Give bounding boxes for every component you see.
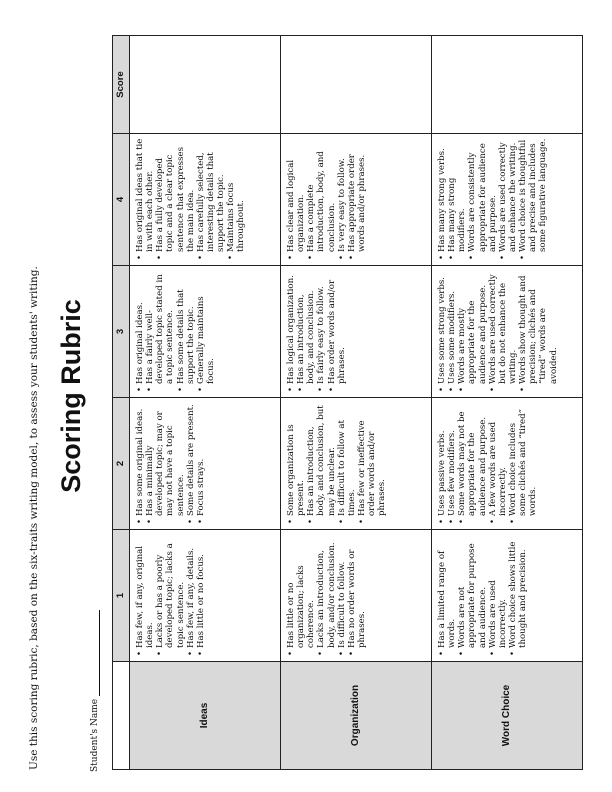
criteria-item: • Has logical organization. (286, 270, 296, 392)
criteria-item: • Words are not appropriate for purpose and audience. (457, 534, 487, 656)
criteria-cell (432, 266, 583, 398)
criteria-item: • Has no order words or phrases. (347, 534, 367, 656)
criteria-item: • Lacks an introduction, body, and/or conclusion. (316, 534, 336, 656)
criteria-cell (130, 530, 281, 662)
criteria-item: • Some organization is present. (286, 402, 306, 524)
criteria-item: • Words show thought and precision; clichés and “tired” words are avoided. (518, 270, 559, 392)
criteria-cell (281, 530, 432, 662)
criteria-item: • Has order words and/or phrases. (327, 270, 347, 392)
score-cell-word-choice[interactable] (432, 36, 583, 134)
criteria-item: • Has carefully selected, interesting details that support the topic. (196, 138, 226, 260)
rubric-table (112, 35, 583, 770)
criteria-item: • Word choice is thoughtful and precise and includes some figurative language. (518, 138, 548, 260)
criteria-item: • Has little or no focus. (196, 534, 206, 656)
instruction-text: Use this scoring rubric, based on the six-traits writing model, to assess your students' writing. (28, 266, 40, 770)
row-label-ideas: Ideas (130, 662, 281, 770)
column-header-2: 2 (113, 398, 130, 530)
page-title: Scoring Rubric (56, 299, 86, 493)
score-cell-ideas[interactable] (130, 36, 281, 134)
criteria-item: • Word choice includes some clichés and “tired” words. (508, 402, 538, 524)
criteria-item: • Has many strong verbs. (437, 138, 447, 260)
criteria-item: • Has original ideas that tie in with each other. (135, 138, 155, 260)
row-label-word-choice: Word Choice (432, 662, 583, 770)
criteria-item: • Has few or ineffective order words and/or phrases. (357, 402, 387, 524)
criteria-cell (432, 398, 583, 530)
criteria-cell (432, 530, 583, 662)
student-name-line (90, 610, 100, 772)
criteria-item: • Uses few modifiers. (447, 402, 457, 524)
column-header-1: 1 (113, 530, 130, 662)
criteria-item: • A few words are used incorrectly. (488, 402, 508, 524)
criteria-item: • Some details are present. (186, 402, 196, 524)
criteria-item: • Has a fairly well-developed topic stated in a topic sentence. (145, 270, 175, 392)
criteria-item: • Word choice shows little thought and precision. (508, 534, 528, 656)
criteria-cell (281, 134, 432, 266)
criteria-item: • Has a limited range of words. (437, 534, 457, 656)
criteria-item: • Words are used correctly but do not enhance the writing. (488, 270, 518, 392)
criteria-item: • Is fairly easy to follow. (316, 270, 326, 392)
criteria-item: • Uses passive verbs. (437, 402, 447, 524)
criteria-cell (281, 398, 432, 530)
column-header-3: 3 (113, 266, 130, 398)
header-row (113, 36, 130, 770)
criteria-item: • Is very easy to follow. (337, 138, 347, 260)
criteria-item: • Uses some modifiers. (447, 270, 457, 392)
criteria-cell (432, 134, 583, 266)
row-label-organization: Organization (281, 662, 432, 770)
criteria-item: • Is difficult to follow. (337, 534, 347, 656)
score-cell-organization[interactable] (281, 36, 432, 134)
criteria-item: • Maintains focus throughout. (226, 138, 246, 260)
student-name-field[interactable] (90, 610, 100, 696)
criteria-item: • Has clear and logical organization. (286, 138, 306, 260)
student-name-label: Student's Name (90, 698, 100, 772)
criteria-item: • Has some original ideas. (135, 402, 145, 524)
criteria-item: • Words are consistently appropriate for audience and purpose. (467, 138, 497, 260)
criteria-item: • Has few, if any, details. (186, 534, 196, 656)
criteria-item: • Has many strong modifiers. (447, 138, 467, 260)
corner-cell (113, 662, 130, 770)
criteria-cell (130, 266, 281, 398)
criteria-item: • Some words may not be appropriate for the audience and purpose. (457, 402, 487, 524)
column-header-score: Score (113, 36, 130, 134)
criteria-item: • Uses some strong verbs. (437, 270, 447, 392)
criteria-cell (130, 134, 281, 266)
criteria-item: • Has a minimally developed topic; may or may not have a topic sentence. (145, 402, 186, 524)
criteria-item: • Has original ideas. (135, 270, 145, 392)
criteria-item: • Has a complete introduction, body, and conclusion. (306, 138, 336, 260)
criteria-item: • Has little or no organization; lacks coherence. (286, 534, 316, 656)
criteria-item: • Has an introduction, body, and conclusion. (296, 270, 316, 392)
criteria-item: • Words are mostly appropriate for the audience and purpose. (457, 270, 487, 392)
rubric-row-ideas (130, 36, 281, 770)
criteria-item: • Has a fully developed topic and a clear topic sentence that expresses the main idea. (155, 138, 196, 260)
criteria-item: • Has some details that support the topic. (176, 270, 196, 392)
criteria-item: • Lacks or has a poorly developed topic; lacks a topic sentence. (155, 534, 185, 656)
criteria-item: • Focus strays. (196, 402, 206, 524)
criteria-item: • Has appropriate order words and/or phrases. (347, 138, 367, 260)
criteria-item: • Has an introduction, body, and conclusion, but may be unclear. (306, 402, 336, 524)
rubric-row-organization (281, 36, 432, 770)
criteria-item: • Has few, if any, original ideas. (135, 534, 155, 656)
rubric-row-word-choice (432, 36, 583, 770)
criteria-item: • Generally maintains focus. (196, 270, 216, 392)
criteria-item: • Is difficult to follow at times. (337, 402, 357, 524)
criteria-cell (281, 266, 432, 398)
criteria-cell (130, 398, 281, 530)
criteria-item: • Words are used incorrectly. (488, 534, 508, 656)
column-header-4: 4 (113, 134, 130, 266)
criteria-item: • Words are used correctly and enhance the writing. (498, 138, 518, 260)
